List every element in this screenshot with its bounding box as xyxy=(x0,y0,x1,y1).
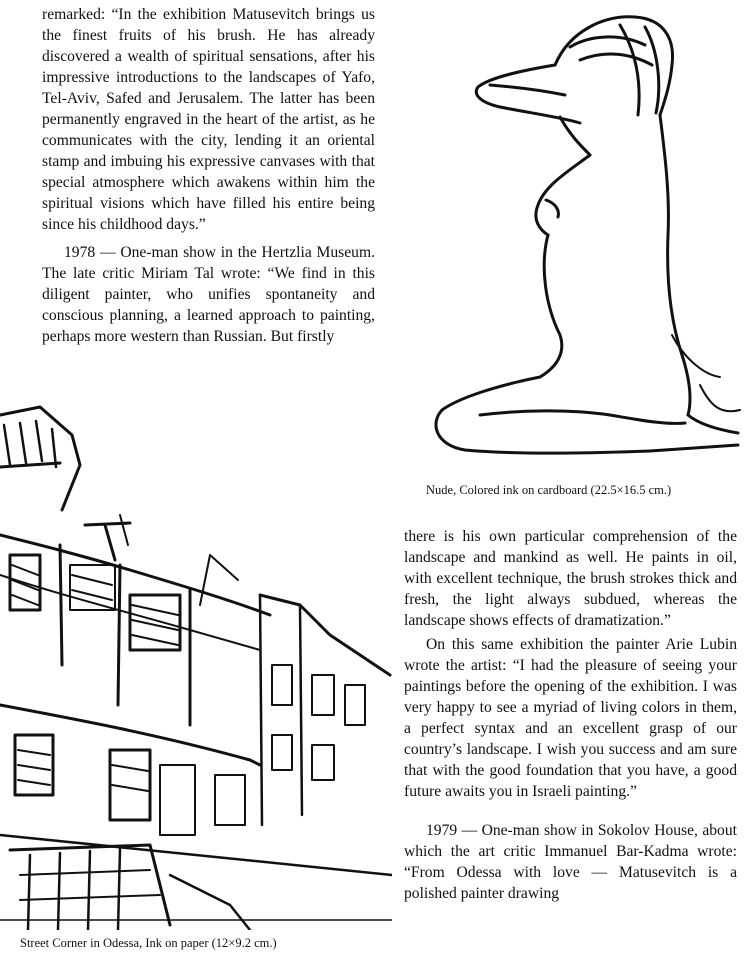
paragraph-1979-show: 1979 — One-man show in Sokolov House, about which the art critic Immanuel Bar-Kadma wrote: “From Odessa with love — Matusevitch is a polished painter drawing xyxy=(404,822,737,902)
paragraph-lubin: On this same exhibition the painter Arie Lubin wrote the artist: “I had the pleasure of seeing your paintings before the opening of the exhibition. I was very happy to see a myriad of living colors in them, a perfect syntax and an excellent grasp of our country’s landscape. I wish you success and am sure that with the good foundation that you have, a good future awaits you in Israeli painting.” xyxy=(404,636,737,800)
left-text-column xyxy=(42,4,375,347)
paragraph-quote-continuation: remarked: “In the exhibition Matusevitch brings us the finest fruits of his brush. He has already discovered a wealth of spiritual sensations, after his impressive introductions to the landscapes of Yafo, Tel-Aviv, Safed and Jerusalem. The latter has been permanently engraved in the heart of the artist, as he communicates with the city, lending it an oriental stamp and imbuing his expressive canvases with that special atmosphere which awakens within him the spiritual visions which have filled his entire being since his childhood days.” xyxy=(42,6,375,233)
street-corner-sketch xyxy=(0,405,392,930)
paragraph-1978-show: 1978 — One-man show in the Hertzlia Museum. The late critic Miriam Tal wrote: “We find in this diligent painter, who unifies spontaneity and conscious planning, a learned approach to painting, perhaps more western than Russian. But firstly xyxy=(42,244,375,345)
right-text-column xyxy=(404,526,737,904)
street-corner-caption: Street Corner in Odessa, Ink on paper (12×9.2 cm.) xyxy=(20,936,277,950)
nude-caption: Nude, Colored ink on cardboard (22.5×16.5 cm.) xyxy=(426,483,672,497)
nude-drawing xyxy=(420,5,745,467)
paragraph-tal-continuation: there is his own particular comprehension of the landscape and mankind as well. He paints in oil, with excellent technique, the brush strokes thick and fresh, the light always subdued, whereas the landscape shows effects of dramatization.” xyxy=(404,528,737,629)
